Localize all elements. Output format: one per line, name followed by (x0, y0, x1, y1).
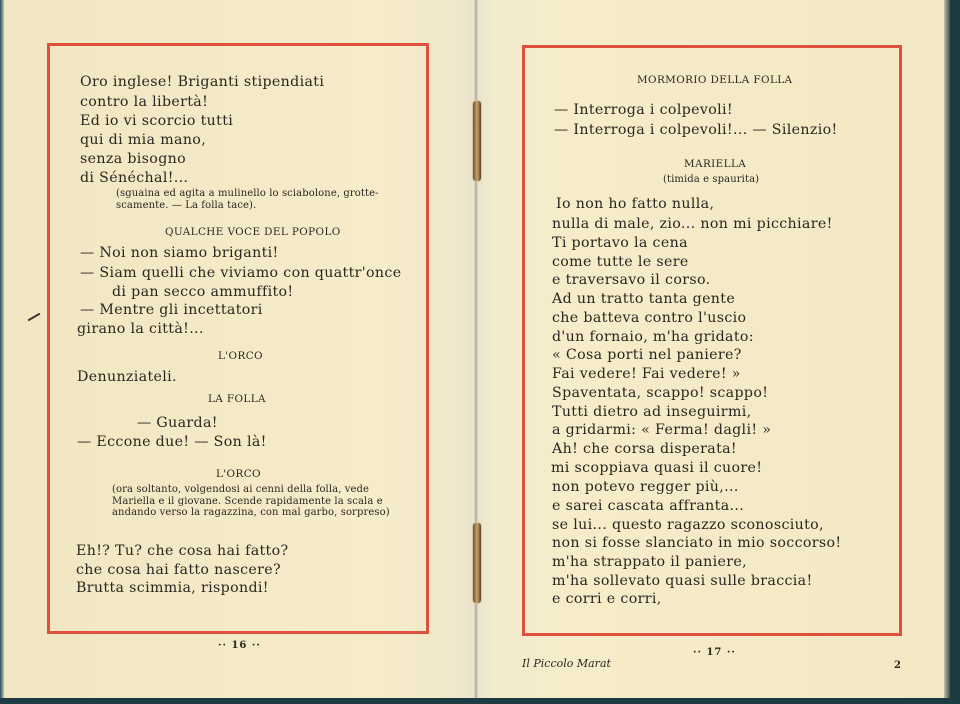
verse-line: se lui... questo ragazzo sconosciuto, (552, 517, 824, 533)
verse-line: Denunziateli. (77, 369, 177, 385)
verse-line: Ed io vi scorcio tutti (80, 113, 234, 129)
verse-line: — Interroga i colpevoli! (554, 102, 733, 118)
signature-mark: 2 (894, 660, 901, 671)
running-title: Il Piccolo Marat (522, 657, 611, 670)
verse-line: — Mentre gli incettatori (80, 302, 263, 318)
verse-line: a gridarmi: « Ferma! dagli! » (552, 422, 772, 438)
verse-line: non si fosse slanciato in mio soccorso! (552, 535, 842, 551)
verse-line: contro la libertà! (80, 94, 209, 110)
verse-line: Io non ho fatto nulla, (556, 196, 715, 212)
stage-direction: (sguaina ed agita a mulinello lo sciabolone, grotte-scamente. — La folla tace). (116, 188, 379, 211)
verse-line: Ah! che corsa disperata! (552, 441, 737, 457)
page-number: ·· 17 ·· (693, 647, 736, 658)
verse-line: — Eccone due! — Son là! (77, 434, 267, 450)
verse-line: e traversavo il corso. (552, 272, 711, 288)
verse-line: che batteva contro l'uscio (552, 310, 747, 326)
speaker-name: MORMORIO DELLA FOLLA (637, 74, 793, 86)
pencil-mark (27, 313, 40, 322)
staple-bottom (472, 522, 482, 604)
verse-line: Brutta scimmia, rispondi! (76, 580, 269, 596)
verse-line: — Siam quelli che viviamo con quattr'once (80, 265, 402, 281)
verse-line: m'ha strappato il paniere, (552, 554, 748, 570)
verse-line: Ti portavo la cena (552, 235, 688, 251)
book-edge-right (944, 0, 950, 698)
speaker-name: MARIELLA (684, 158, 747, 170)
verse-line: mi scoppiava quasi il cuore! (551, 460, 763, 476)
verse-line: come tutte le sere (552, 254, 689, 270)
verse-line: — Noi non siamo briganti! (80, 245, 279, 261)
verse-line: e corri e corri, (552, 591, 662, 607)
verse-line: nulla di male, zio... non mi picchiare! (552, 216, 833, 232)
verse-line: girano la città!... (77, 321, 204, 337)
stage-direction: (timida e spaurita) (663, 174, 760, 185)
verse-line: « Cosa porti nel paniere? (552, 347, 742, 363)
staple-top (472, 100, 482, 182)
speaker-name: L'ORCO (216, 468, 261, 480)
verse-line: Fai vedere! Fai vedere! » (552, 366, 741, 382)
verse-line: senza bisogno (80, 151, 187, 167)
verse-line: d'un fornaio, m'ha gridato: (552, 329, 754, 345)
speaker-name: LA FOLLA (208, 393, 266, 405)
verse-line: non potevo regger più,... (552, 479, 739, 495)
stage-direction: (ora soltanto, volgendosi ai cenni della folla, vede Mariella e il giovane. Scende rapidamente la scala e andando verso la ragazzina, con mal garbo, sorpreso) (112, 484, 390, 518)
verse-line: di pan secco ammuffito! (112, 284, 294, 300)
verse-line: che cosa hai fatto nascere? (76, 562, 281, 578)
speaker-name: L'ORCO (218, 350, 263, 362)
verse-line: Ad un tratto tanta gente (552, 291, 736, 307)
verse-line: Oro inglese! Briganti stipendiati (80, 74, 325, 90)
verse-line: Eh!? Tu? che cosa hai fatto? (76, 543, 289, 559)
verse-line: e sarei cascata affranta... (552, 498, 745, 514)
verse-line: qui di mia mano, (80, 132, 207, 148)
verse-line: di Sénéchal!... (80, 170, 189, 186)
verse-line: Spaventata, scappo! scappo! (552, 385, 769, 401)
verse-line: — Guarda! (137, 415, 218, 431)
page-number: ·· 16 ·· (218, 640, 261, 651)
book-edge-left (0, 0, 4, 698)
speaker-name: QUALCHE VOCE DEL POPOLO (165, 226, 341, 238)
verse-line: m'ha sollevato quasi sulle braccia! (552, 573, 813, 589)
verse-line: — Interroga i colpevoli!... — Silenzio! (554, 122, 838, 138)
verse-line: Tutti dietro ad inseguirmi, (552, 404, 752, 420)
